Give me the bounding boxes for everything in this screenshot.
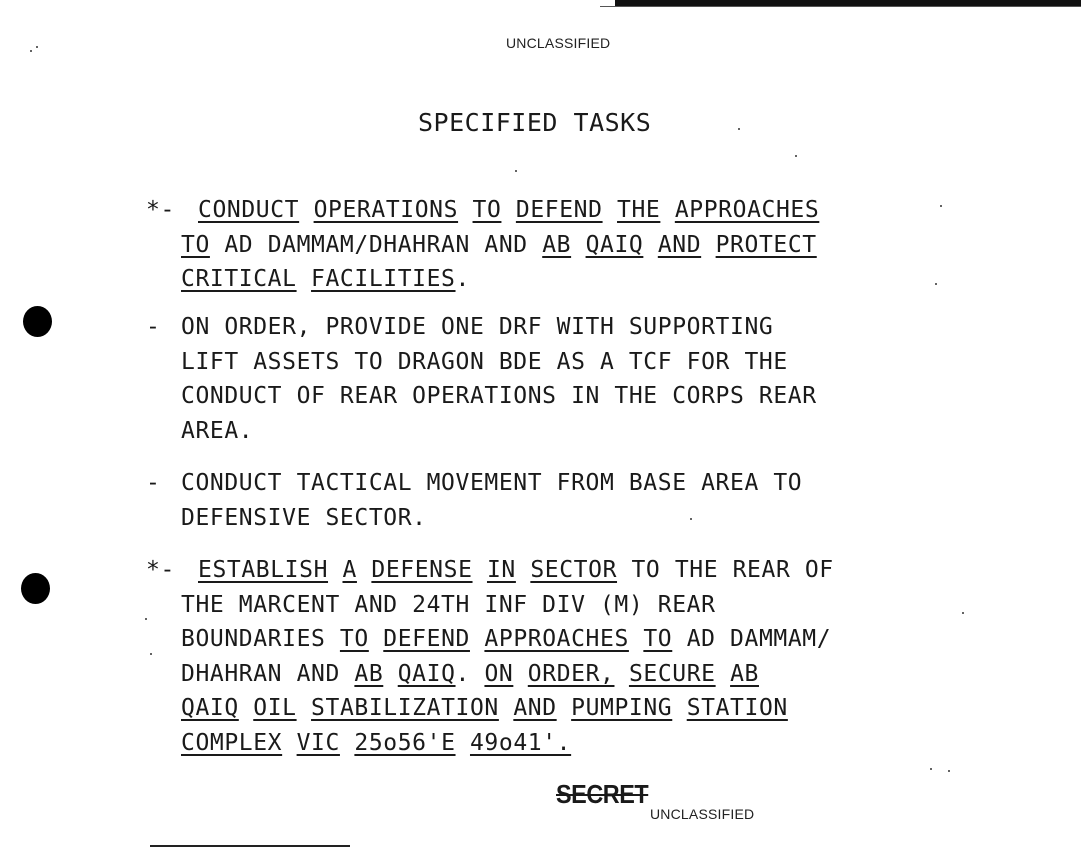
task-line <box>181 501 802 536</box>
task-line <box>181 622 834 657</box>
task-line <box>181 691 834 726</box>
underlined-text: ESTABLISH <box>198 557 329 583</box>
underlined-text: TO <box>472 197 502 223</box>
underlined-text: IN <box>486 557 516 583</box>
text-run: LIFT ASSETS TO DRAGON BDE AS A TCF FOR THE <box>181 348 788 375</box>
underlined-text: TO <box>643 626 673 652</box>
task-marker: - <box>146 470 161 496</box>
text-run <box>357 557 371 583</box>
text-run <box>614 661 628 687</box>
task-line <box>181 228 819 263</box>
page-title: SPECIFIED TASKS <box>418 108 652 137</box>
text-run: AD DAMMAM/ <box>672 626 832 652</box>
underlined-text: AB <box>730 660 759 687</box>
punch-hole-lower <box>21 573 50 604</box>
scan-speck <box>145 618 147 620</box>
task-line <box>181 262 819 297</box>
task-marker: - <box>146 314 161 340</box>
text-run: BOUNDARIES <box>181 626 340 652</box>
underlined-text: CONDUCT <box>198 197 300 223</box>
task-paragraph <box>181 553 834 760</box>
text-run <box>456 730 470 756</box>
underlined-text: AB <box>354 660 384 687</box>
underlined-text: 25o56'E <box>354 729 456 756</box>
underlined-text: QAIQ <box>181 695 239 721</box>
text-run <box>701 232 715 258</box>
underlined-text: AND <box>657 231 702 258</box>
underlined-text: AB <box>542 231 572 258</box>
scan-speck <box>935 283 937 285</box>
underlined-text: DEFENSE <box>371 557 473 583</box>
text-run <box>643 232 657 258</box>
text-run: . <box>455 266 470 292</box>
scan-speck <box>930 768 932 770</box>
text-run <box>297 695 311 721</box>
scan-speck <box>150 653 152 655</box>
text-run <box>516 557 530 583</box>
scan-speck <box>795 155 797 157</box>
underlined-text: STABILIZATION <box>311 695 499 721</box>
underlined-text: A <box>342 557 357 583</box>
underlined-text: SECTOR <box>530 557 618 583</box>
underlined-text: 49o41'. <box>469 729 572 756</box>
text-run <box>501 197 515 223</box>
task-paragraph <box>181 310 817 448</box>
text-run <box>603 197 617 223</box>
text-run <box>239 695 253 721</box>
underlined-text: PUMPING <box>571 695 673 721</box>
task-line <box>181 657 834 692</box>
underlined-text: ON <box>484 660 514 687</box>
underlined-text: SECURE <box>628 660 716 687</box>
scan-edge-line <box>600 6 1081 7</box>
underlined-text: TO <box>181 231 210 258</box>
text-run <box>328 557 342 583</box>
scan-speck <box>36 46 38 48</box>
underlined-text: APPROACHES <box>674 197 820 223</box>
footer-classification: UNCLASSIFIED <box>650 806 755 822</box>
text-run <box>513 661 527 687</box>
task-marker: *- <box>146 557 175 583</box>
underlined-text: QAIQ <box>585 231 644 258</box>
text-run: ON ORDER, PROVIDE ONE DRF WITH SUPPORTING <box>181 314 774 340</box>
text-run: CONDUCT TACTICAL MOVEMENT FROM BASE AREA TO <box>181 470 803 496</box>
underlined-text: ORDER, <box>527 660 615 687</box>
text-run: AREA. <box>181 417 254 444</box>
text-run: TO THE REAR OF <box>617 557 834 583</box>
text-run <box>660 197 674 223</box>
text-run <box>299 197 313 223</box>
underlined-text: PROTECT <box>715 231 817 258</box>
underlined-text: VIC <box>296 729 340 756</box>
underlined-text: APPROACHES <box>484 626 629 652</box>
text-run <box>473 557 487 583</box>
underlined-text: DEFEND <box>515 197 603 223</box>
task-line <box>181 726 834 761</box>
task-paragraph <box>181 466 802 535</box>
task-line <box>181 466 802 501</box>
bottom-rule <box>150 845 350 847</box>
task-line <box>181 588 834 623</box>
scan-speck <box>30 50 32 52</box>
underlined-text: OIL <box>253 695 297 721</box>
scan-speck <box>738 128 740 130</box>
task-line <box>181 310 817 345</box>
punch-hole-upper <box>23 306 52 337</box>
text-run <box>672 695 686 721</box>
text-run <box>716 661 730 687</box>
underlined-text: DEFEND <box>383 626 470 652</box>
underlined-text: TO <box>339 626 369 652</box>
text-run: DEFENSIVE SECTOR. <box>181 504 427 531</box>
scan-speck <box>515 170 517 172</box>
underlined-text: OPERATIONS <box>313 197 459 223</box>
text-run <box>458 197 472 223</box>
underlined-text: QAIQ <box>397 660 456 687</box>
secret-stamp: SECRET <box>556 779 649 809</box>
text-run: CONDUCT OF REAR OPERATIONS IN THE CORPS REAR <box>181 383 817 409</box>
task-paragraph <box>181 193 819 297</box>
text-run <box>557 695 571 721</box>
text-run <box>499 695 513 721</box>
task-line <box>181 193 819 228</box>
scan-speck <box>940 205 942 207</box>
task-line <box>181 414 817 449</box>
task-marker: *- <box>146 197 175 223</box>
text-run <box>571 232 585 258</box>
text-run: THE MARCENT AND 24TH INF DIV (M) REAR <box>181 591 716 618</box>
task-line <box>181 553 834 588</box>
underlined-text: AND <box>513 695 557 721</box>
underlined-text: THE <box>617 197 661 223</box>
scan-speck <box>962 612 964 614</box>
text-run <box>297 266 311 292</box>
header-classification: UNCLASSIFIED <box>506 35 611 51</box>
underlined-text: FACILITIES <box>311 266 456 292</box>
text-run <box>383 661 397 687</box>
text-run <box>470 626 484 652</box>
scan-speck <box>948 770 950 772</box>
text-run: DHAHRAN AND <box>181 660 355 687</box>
underlined-text: STATION <box>686 695 788 721</box>
text-run <box>340 730 354 756</box>
text-run <box>369 626 383 652</box>
task-line <box>181 345 817 380</box>
text-run <box>629 626 643 652</box>
underlined-text: COMPLEX <box>181 729 283 756</box>
task-line <box>181 379 817 414</box>
text-run <box>282 730 296 756</box>
underlined-text: CRITICAL <box>181 266 297 292</box>
text-run: . <box>455 660 485 687</box>
text-run: AD DAMMAM/DHAHRAN AND <box>209 231 543 258</box>
